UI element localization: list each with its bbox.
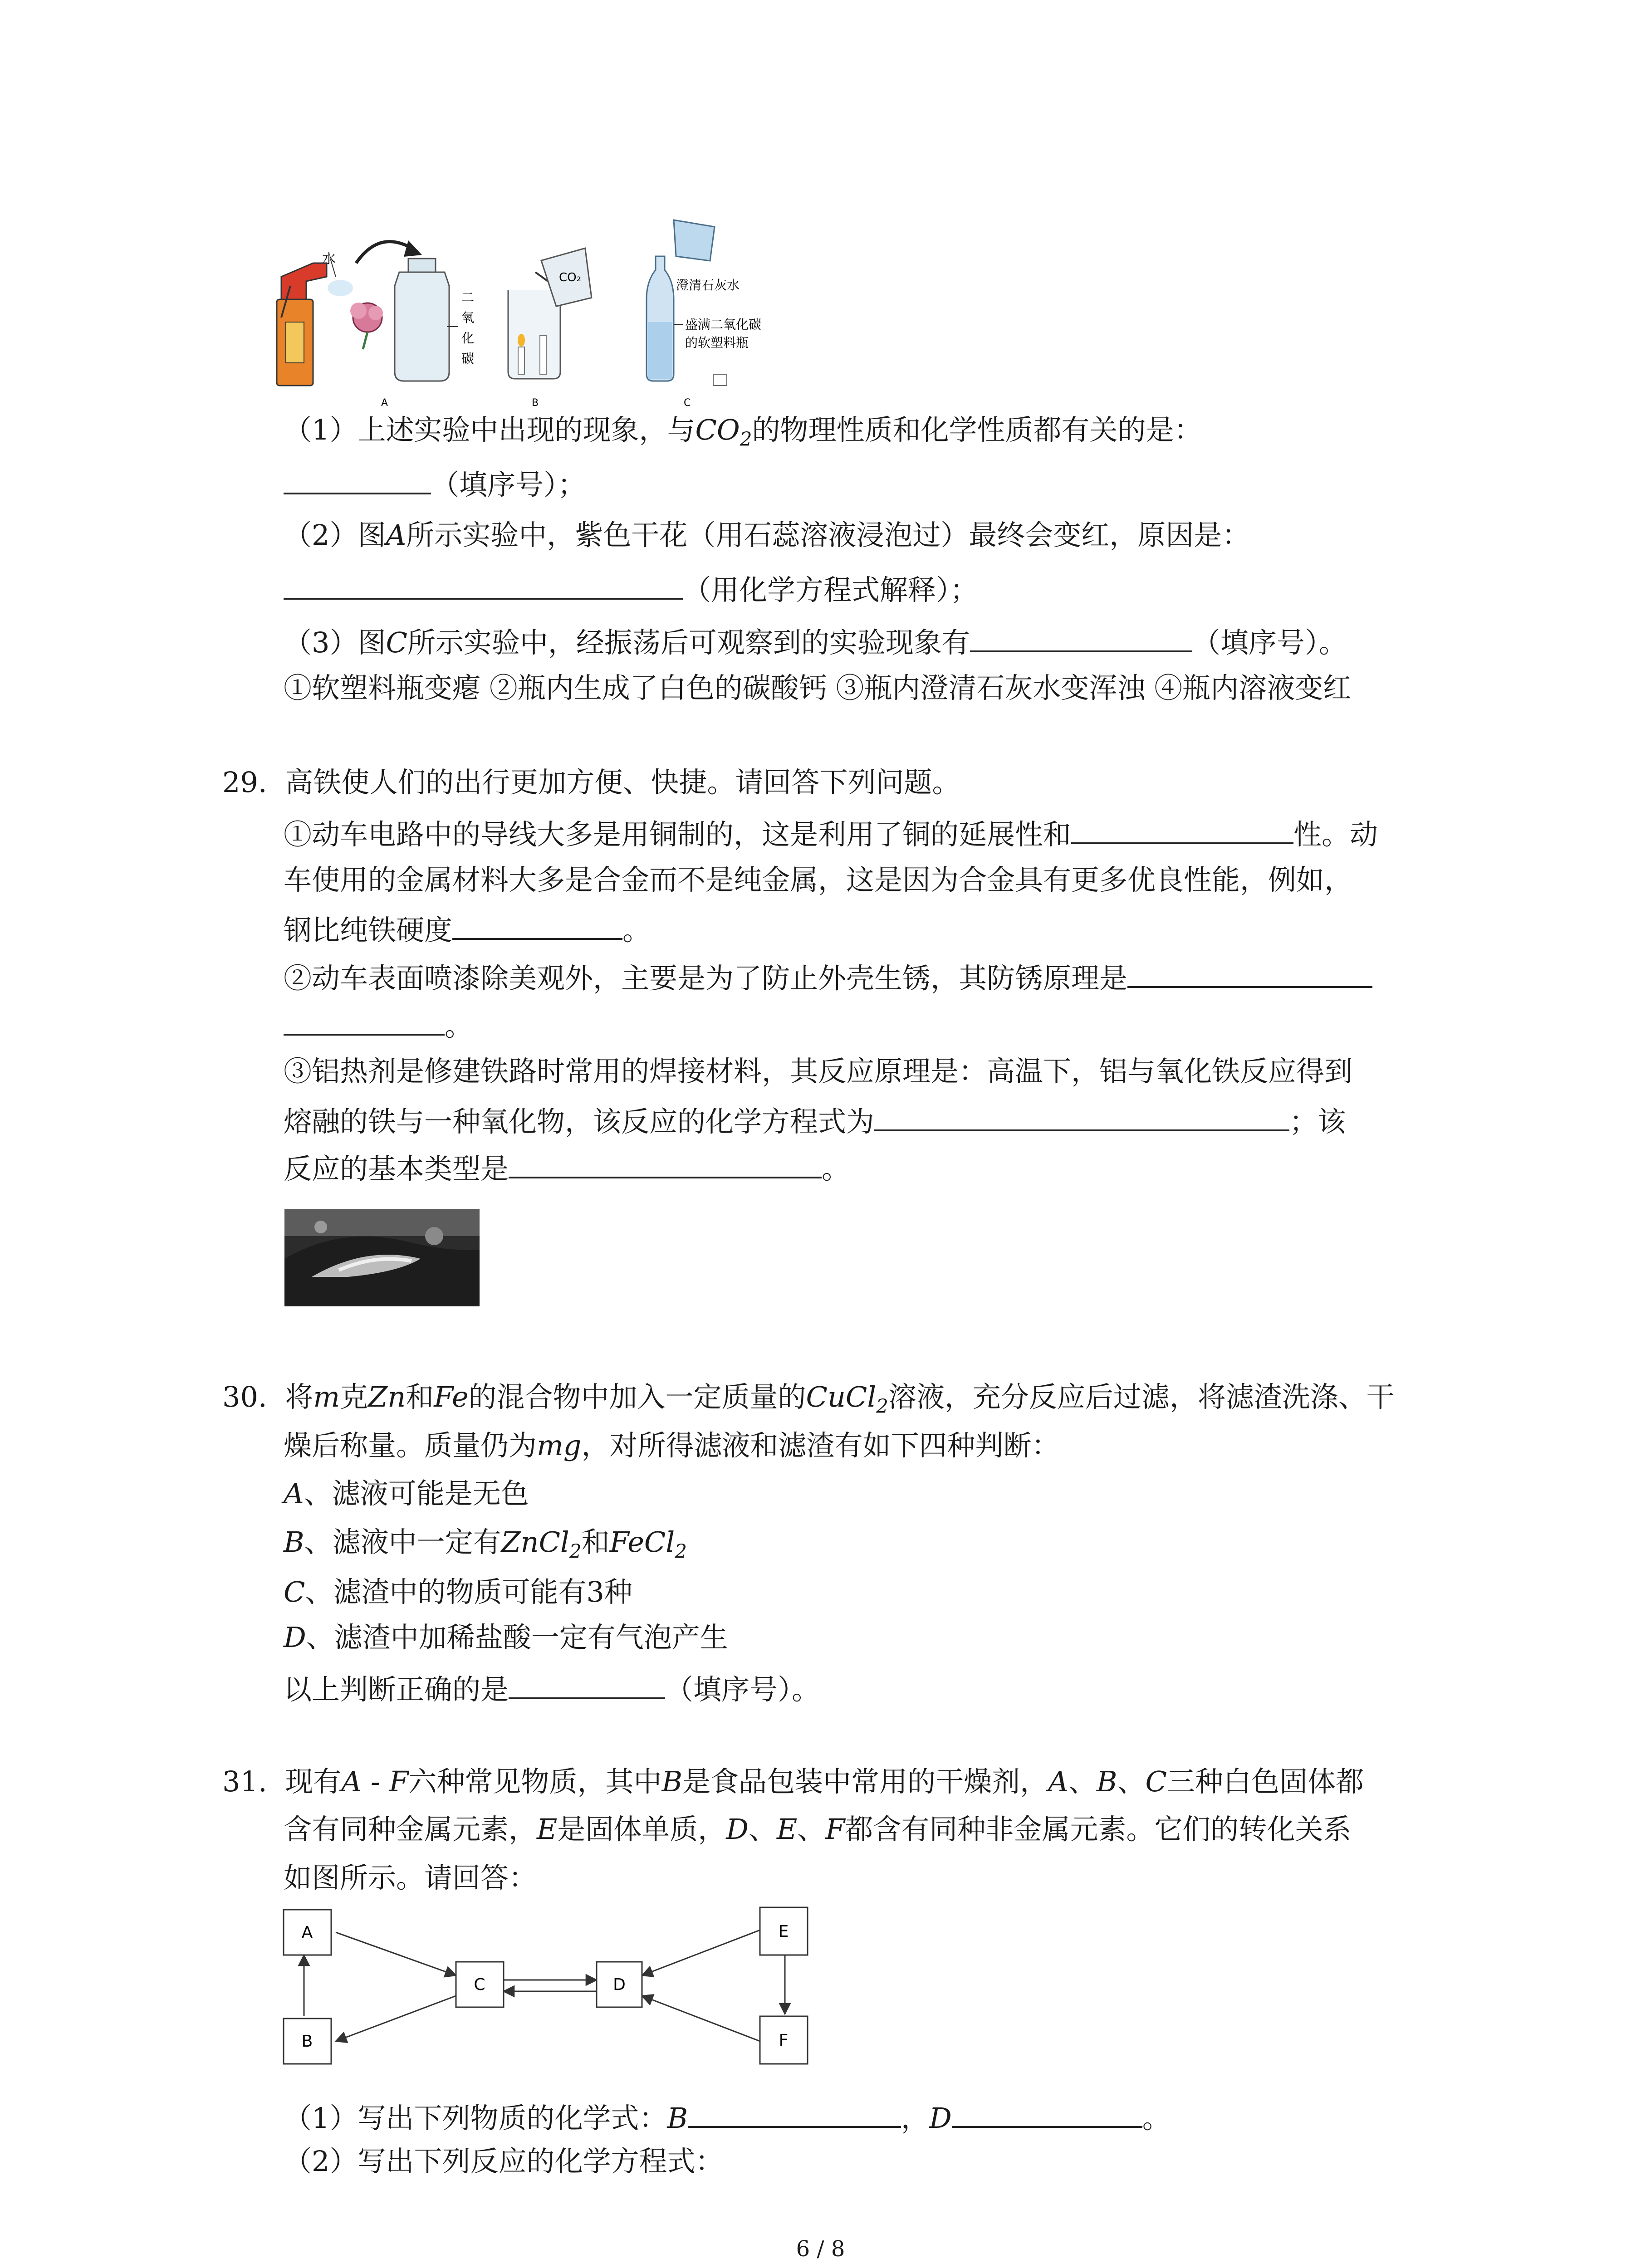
answer-blank[interactable] xyxy=(970,622,1192,652)
q30-line2: 燥后称量。质量仍为mg，对所得滤液和滤渣有如下四种判断： xyxy=(284,1429,1060,1462)
q28-part2-fill: （用化学方程式解释）； xyxy=(284,570,978,608)
flower-icon xyxy=(350,303,383,349)
svg-text:A: A xyxy=(301,1923,313,1942)
page-number: 6 / 8 xyxy=(796,2236,845,2262)
svg-text:C: C xyxy=(474,1975,485,1994)
thermite-welding-photo xyxy=(284,1209,480,1306)
q30-option-a: A、滤液可能是无色 xyxy=(284,1477,529,1510)
relation-diagram xyxy=(279,1905,837,2087)
q30-option-c: C、滤渣中的物质可能有3种 xyxy=(284,1575,632,1608)
q29-s2-line1: ②动车表面喷漆除美观外，主要是为了防止外壳生锈，其防锈原理是 xyxy=(284,958,1372,997)
water-label: 水 xyxy=(322,251,336,267)
question-number: 31. xyxy=(222,1765,267,1798)
bottle-label-2: 氧 xyxy=(461,310,475,325)
answer-blank[interactable] xyxy=(509,1669,665,1699)
svg-text:B: B xyxy=(301,2032,313,2051)
caption-c: C xyxy=(684,397,691,409)
svg-text:E: E xyxy=(778,1922,789,1941)
experiment-figure xyxy=(263,213,762,413)
caption-a: A xyxy=(381,397,388,409)
question-number: 30. xyxy=(222,1380,267,1413)
spray-bottle-icon xyxy=(277,263,327,386)
q29-stem: 29. 高铁使人们的出行更加方便、快捷。请回答下列问题。 xyxy=(222,766,960,799)
caption-b: B xyxy=(532,397,539,409)
plastic-bottle-icon xyxy=(647,256,674,381)
q30-conclusion: 以上判断正确的是 （填序号）。 xyxy=(284,1669,820,1708)
q31-part2: （2）写出下列反应的化学方程式： xyxy=(284,2145,724,2178)
q29-s3-line2: 熔融的铁与一种氧化物，该反应的化学方程式为 ；该 xyxy=(284,1101,1346,1140)
node-c xyxy=(456,1962,504,2007)
answer-blank[interactable] xyxy=(509,1149,822,1178)
q28-part2: （2）图A所示实验中，紫色干花（用石蕊溶液浸泡过）最终会变红，原因是： xyxy=(284,518,1250,552)
node-f xyxy=(760,2016,808,2064)
limewater-label: 澄清石灰水 xyxy=(676,278,740,293)
q28-part1-fill: （填序号）； xyxy=(284,464,586,503)
q30-option-b: B、滤液中一定有ZnCl$_2$和FeCl$_2$ xyxy=(284,1525,687,1563)
answer-blank[interactable] xyxy=(688,2098,901,2128)
answer-blank[interactable] xyxy=(1071,814,1293,844)
q31-line3: 如图所示。请回答： xyxy=(284,1861,537,1894)
q28-options: ①软塑料瓶变瘪 ②瓶内生成了白色的碳酸钙 ③瓶内澄清石灰水变浑浊 ④瓶内溶液变红 xyxy=(284,671,1352,704)
co2-jar-icon xyxy=(395,259,449,381)
q29-s1-line2: 车使用的金属材料大多是合金而不是纯金属，这是因为合金具有更多优良性能，例如， xyxy=(284,863,1353,896)
question-number: 29. xyxy=(222,766,267,799)
q29-s2-line2: 。 xyxy=(284,1006,473,1044)
q30-line1: 30. 将m克Zn和Fe的混合物中加入一定质量的CuCl$_2$溶液，充分反应后过滤，将滤渣洗涤、干 xyxy=(222,1380,1395,1418)
q28-part1: （1）上述实验中出现的现象，与$CO_2$的物理性质和化学性质都有关的是： xyxy=(284,413,1202,450)
q29-s1-line3: 钢比纯铁硬度 。 xyxy=(284,910,651,948)
pouring-cup-icon xyxy=(674,220,715,261)
bottle-label-1: 二 xyxy=(461,290,475,305)
q31-line2: 含有同种金属元素，E是固体单质，D、E、F都含有同种非金属元素。它们的转化关系 xyxy=(284,1813,1352,1846)
q29-s3-line1: ③铝热剂是修建铁路时常用的焊接材料，其反应原理是：高温下，铝与氧化铁反应得到 xyxy=(284,1055,1353,1088)
node-b xyxy=(284,2019,331,2064)
answer-blank[interactable] xyxy=(952,2098,1142,2128)
plastic-bottle-label-2: 的软塑料瓶 xyxy=(685,335,749,350)
answer-blank[interactable] xyxy=(874,1101,1289,1131)
answer-blank[interactable] xyxy=(284,570,683,600)
node-a xyxy=(284,1910,331,1955)
co2-label: CO₂ xyxy=(559,271,582,284)
node-e xyxy=(760,1907,808,1955)
answer-blank[interactable] xyxy=(1127,958,1372,988)
q30-option-d: D、滤渣中加稀盐酸一定有气泡产生 xyxy=(284,1621,728,1654)
node-d xyxy=(597,1962,642,2007)
answer-blank[interactable] xyxy=(284,464,431,494)
q29-s1-line1: ①动车电路中的导线大多是用铜制的，这是利用了铜的延展性和 性。动 xyxy=(284,814,1378,853)
q28-part3: （3）图C所示实验中，经振荡后可观察到的实验现象有 （填序号）。 xyxy=(284,622,1347,661)
svg-text:D: D xyxy=(613,1975,626,1994)
bottle-label-3: 化 xyxy=(461,331,475,346)
svg-text:F: F xyxy=(779,2031,789,2050)
bottle-label-4: 碳 xyxy=(461,351,475,366)
q29-s3-line3: 反应的基本类型是 。 xyxy=(284,1149,850,1187)
q31-line1: 31. 现有A - F六种常见物质，其中B是食品包装中常用的干燥剂，A、B、C三种白色固体都 xyxy=(222,1765,1364,1798)
answer-blank[interactable] xyxy=(452,910,622,940)
q31-part1: （1）写出下列物质的化学式：B ，D 。 xyxy=(284,2098,1171,2136)
answer-blank[interactable] xyxy=(284,1006,445,1036)
plastic-bottle-label-1: 盛满二氧化碳 xyxy=(685,317,762,332)
